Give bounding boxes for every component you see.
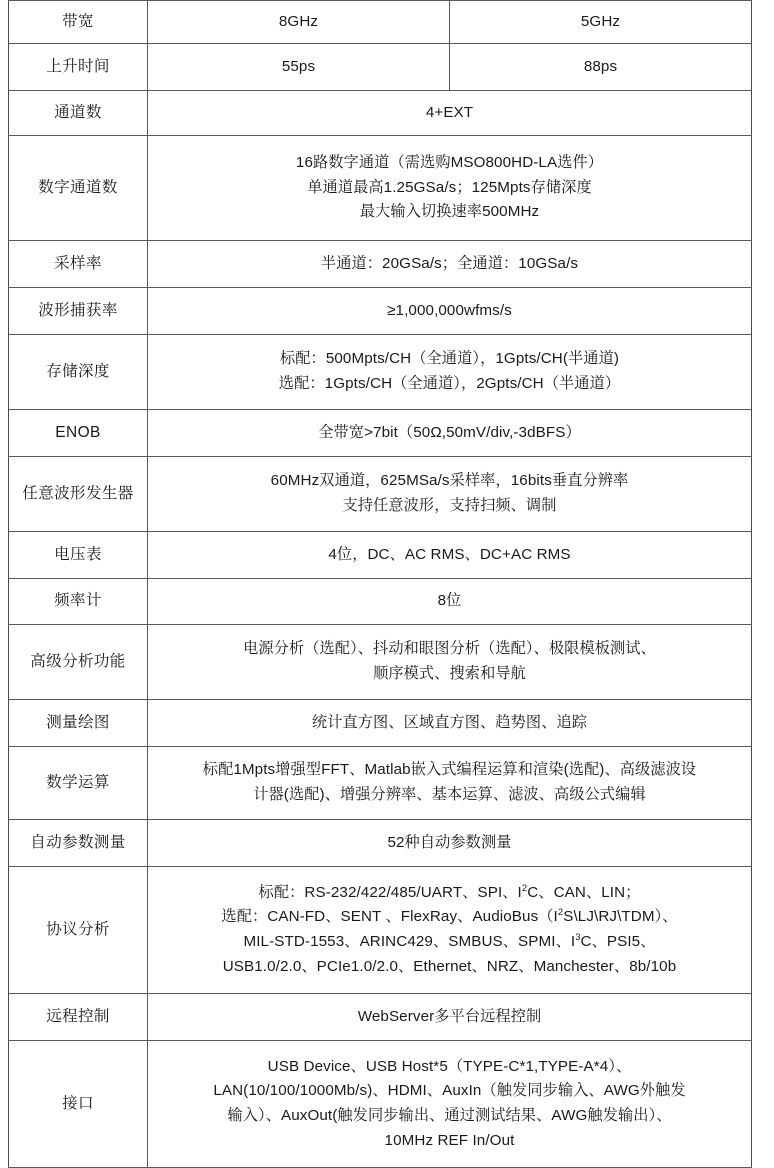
value-line: 选配：CAN-FD、SENT 、FlexRay、$AudioBus(I^2S\backslash LJ\backslash RJ\backslash TDM)$、 xyxy=(221,906,678,926)
value-line: 计器(选配)、增强分辨率、基本运算、滤波、高级公式编辑 xyxy=(253,786,646,803)
table-row xyxy=(9,457,752,532)
row-value xyxy=(148,410,752,457)
row-label: 通道数 xyxy=(9,91,148,136)
row-label: 任意波形发生器 xyxy=(9,457,148,532)
row-value xyxy=(148,579,752,625)
value-line: 标配：500Mpts/CH（全通道），1Gpts/CH(半通道) xyxy=(279,350,620,368)
table-row xyxy=(9,1041,752,1168)
row-label: 接口 xyxy=(9,1041,148,1168)
row-value-secondary: 88ps xyxy=(450,44,752,91)
table-row xyxy=(9,410,752,457)
value-line: 统计直方图、区域直方图、趋势图、追踪 xyxy=(311,713,588,731)
row-value-secondary: 5GHz xyxy=(450,1,752,44)
value-line: 输入）、AuxOut(触发同步输出、通过测试结果、AWG触发输出）、 xyxy=(227,1107,672,1124)
row-label: 存储深度 xyxy=(9,335,148,410)
value-line: 16路数字通道（需选购MSO800HD-LA选件） xyxy=(295,154,604,172)
value-line: USB Device、USB Host*5（TYPE-C*1,TYPE-A*4）、 xyxy=(267,1057,632,1075)
table-row xyxy=(9,44,752,91)
value-line: 单通道最高1.25GSa/s；125Mpts存储深度 xyxy=(307,178,592,196)
row-value xyxy=(148,335,752,410)
value-line: 标配1Mpts增强型FFT、Matlab嵌入式编程运算和渲染(选配)、高级滤波设 xyxy=(202,761,697,779)
row-label: 数字通道数 xyxy=(9,136,148,241)
table-row xyxy=(9,867,752,994)
value-line: 10MHz REF In/Out xyxy=(384,1131,515,1149)
row-value xyxy=(148,1041,752,1168)
row-value xyxy=(148,457,752,532)
row-value-primary: 8GHz xyxy=(148,1,450,44)
row-label: 远程控制 xyxy=(9,994,148,1041)
value-line: 最大输入切换速率500MHz xyxy=(359,203,540,221)
row-value-primary: 55ps xyxy=(148,44,450,91)
value-line: 顺序模式、搜索和导航 xyxy=(373,665,526,682)
table-row xyxy=(9,532,752,579)
row-label: 采样率 xyxy=(9,241,148,288)
row-value xyxy=(148,136,752,241)
value-line: 支持任意波形，支持扫频、调制 xyxy=(342,497,557,514)
row-label: 数学运算 xyxy=(9,747,148,820)
table-body xyxy=(9,1,752,1168)
row-label: 电压表 xyxy=(9,532,148,579)
value-line: LAN(10/100/1000Mb/s)、HDMI、AuxIn（触发同步输入、AWG外触发 xyxy=(213,1082,686,1100)
value-line: 4位，DC、AC RMS、DC+AC RMS xyxy=(328,545,571,563)
table-row xyxy=(9,625,752,700)
value-line: 半通道：20GSa/s；全通道：10GSa/s xyxy=(320,254,579,272)
value-line: USB1.0/2.0、PCIe1.0/2.0、Ethernet、NRZ、Manchester、8b/10b xyxy=(222,957,677,975)
table-row xyxy=(9,1,752,44)
table-row xyxy=(9,994,752,1041)
row-value xyxy=(148,241,752,288)
table-row xyxy=(9,91,752,136)
row-label: 协议分析 xyxy=(9,867,148,994)
row-value xyxy=(148,532,752,579)
row-label: 自动参数测量 xyxy=(9,820,148,867)
value-line: MIL-STD-1553、ARINC429、SMBUS、SPMI、$I^3C$、PSI5、 xyxy=(243,930,656,950)
row-value xyxy=(148,820,752,867)
row-value xyxy=(148,700,752,747)
value-line: 8位 xyxy=(437,592,462,610)
table-row xyxy=(9,288,752,335)
value-line: ≥1,000,000wfms/s xyxy=(387,301,512,319)
row-label: 上升时间 xyxy=(9,44,148,91)
row-value xyxy=(148,91,752,136)
value-line: 选配：1Gpts/CH（全通道），2Gpts/CH（半通道） xyxy=(278,375,621,392)
table-row xyxy=(9,136,752,241)
row-value xyxy=(148,994,752,1041)
specification-table xyxy=(8,0,752,1168)
value-line: 全带宽>7bit（50Ω,50mV/div,-3dBFS） xyxy=(318,423,581,441)
row-label: 带宽 xyxy=(9,1,148,44)
value-line: 60MHz双通道，625MSa/s采样率，16bits垂直分辨率 xyxy=(270,472,629,490)
table-row xyxy=(9,820,752,867)
row-label: 测量绘图 xyxy=(9,700,148,747)
table-row xyxy=(9,747,752,820)
table-row xyxy=(9,241,752,288)
row-label: 高级分析功能 xyxy=(9,625,148,700)
row-label: 波形捕获率 xyxy=(9,288,148,335)
value-line: 52种自动参数测量 xyxy=(387,833,512,851)
table-row xyxy=(9,335,752,410)
row-value xyxy=(148,867,752,994)
row-value xyxy=(148,747,752,820)
row-label: ENOB xyxy=(9,410,148,457)
value-line: 电源分析（选配）、抖动和眼图分析（选配）、极限模板测试、 xyxy=(243,640,656,658)
table-row xyxy=(9,579,752,625)
row-value xyxy=(148,288,752,335)
specification-sheet xyxy=(8,0,751,1168)
value-line: WebServer多平台远程控制 xyxy=(357,1007,542,1025)
row-value xyxy=(148,625,752,700)
value-line: 标配：RS-232/422/485/UART、SPI、$I^2C$、CAN、LIN； xyxy=(258,881,641,901)
row-label: 频率计 xyxy=(9,579,148,625)
value-line: 4+EXT xyxy=(425,103,474,121)
table-row xyxy=(9,700,752,747)
